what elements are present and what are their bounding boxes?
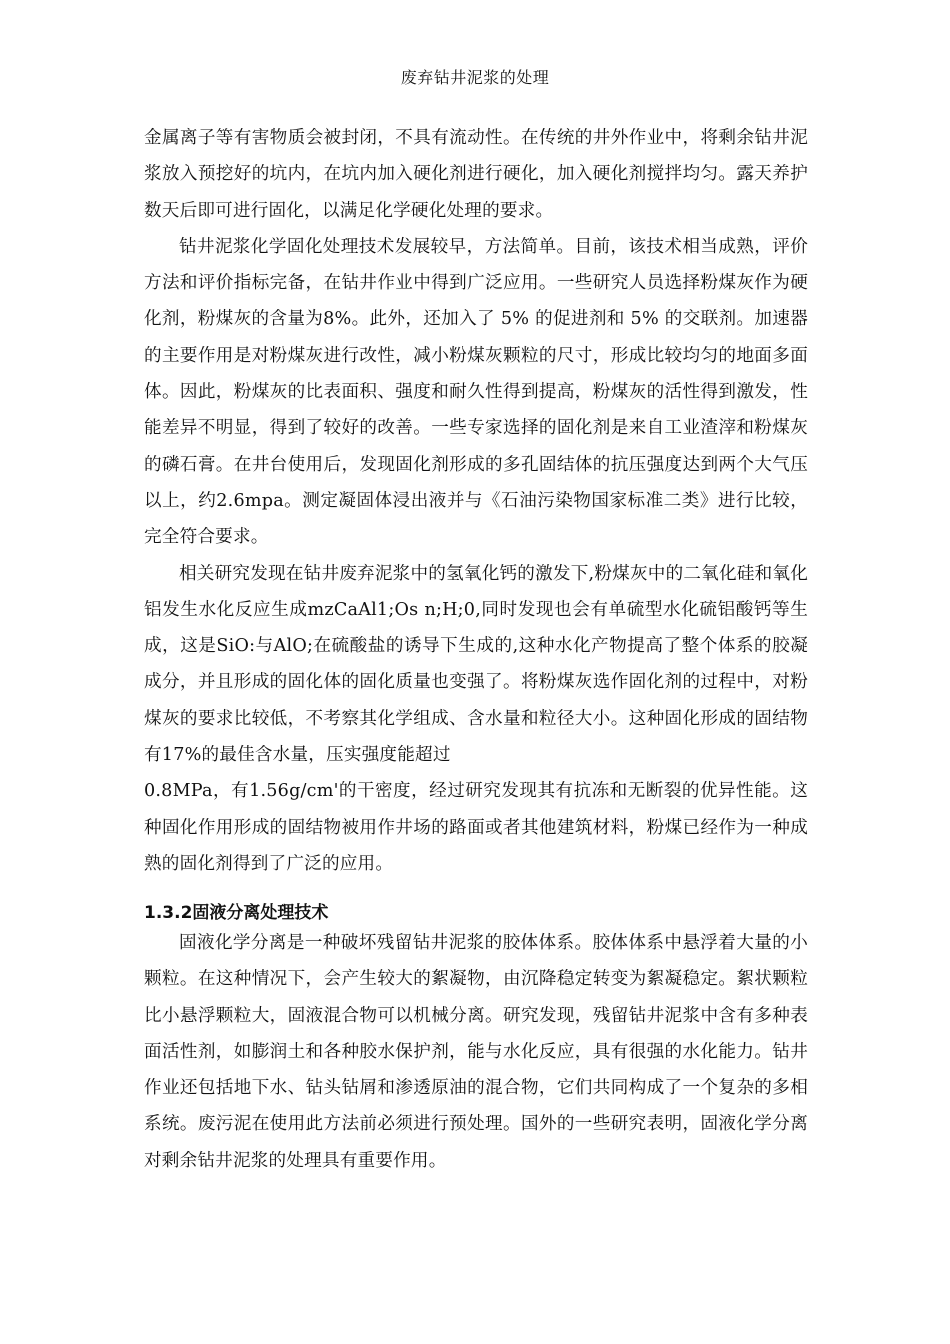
paragraph: 0.8MPa，有1.56g/cm'的干密度，经过研究发现其有抗冻和无断裂的优异性能。这种固化作用形成的固结物被用作井场的路面或者其他建筑材料，粉煤已经作为一种成熟的固化剂得到了广泛的应用。	[144, 781, 808, 874]
body-text-block	[144, 120, 808, 882]
paragraph: 固液化学分离是一种破坏残留钻井泥浆的胶体体系。胶体体系中悬浮着大量的小颗粒。在这种情况下，会产生较大的絮凝物，由沉降稳定转变为絮凝稳定。絮状颗粒比小悬浮颗粒大，固液混合物可以机械分离。研究发现，残留钻井泥浆中含有多种表面活性剂，如膨润土和各种胶水保护剂，能与水化反应，具有很强的水化能力。钻井作业还包括地下水、钻头钻屑和渗透原油的混合物，它们共同构成了一个复杂的多相系统。废污泥在使用此方法前必须进行预处理。国外的一些研究表明，固液化学分离对剩余钻井泥浆的处理具有重要作用。	[144, 933, 808, 1171]
body-text-block	[144, 925, 808, 1179]
paragraph: 金属离子等有害物质会被封闭，不具有流动性。在传统的井外作业中，将剩余钻井泥浆放入预挖好的坑内，在坑内加入硬化剂进行硬化，加入硬化剂搅拌均匀。露天养护数天后即可进行固化，以满足化学硬化处理的要求。	[144, 128, 808, 221]
paragraph: 相关研究发现在钻井废弃泥浆中的氢氧化钙的激发下,粉煤灰中的二氧化硅和氧化铝发生水化反应生成mzCaAl1;Os n;H;0,同时发现也会有单硫型水化硫铝酸钙等生成，这是SiO:与AlO;在硫酸盐的诱导下生成的,这种水化产物提高了整个体系的胶凝成分，并且形成的固化体的固化质量也变强了。将粉煤灰选作固化剂的过程中，对粉煤灰的要求比较低，不考察其化学组成、含水量和粒径大小。这种固化形成的固结物有17%的最佳含水量，压实强度能超过	[144, 563, 808, 766]
section-heading: 1.3.2固液分离处理技术	[144, 903, 329, 923]
paragraph: 钻井泥浆化学固化处理技术发展较早，方法简单。目前，该技术相当成熟，评价方法和评价指标完备，在钻井作业中得到广泛应用。一些研究人员选择粉煤灰作为硬化剂，粉煤灰的含量为8%。此外，还加入了 5% 的促进剂和 5% 的交联剂。加速器的主要作用是对粉煤灰进行改性，减小粉煤灰颗粒的尺寸，形成比较均匀的地面多面体。因此，粉煤灰的比表面积、强度和耐久性得到提高，粉煤灰的活性得到激发，性能差异不明显，得到了较好的改善。一些专家选择的固化剂是来自工业渣滓和粉煤灰的磷石膏。在井台使用后，发现固化剂形成的多孔固结体的抗压强度达到两个大气压以上，约2.6mpa。测定凝固体浸出液并与《石油污染物国家标准二类》进行比较，完全符合要求。	[144, 236, 808, 548]
page-header: 废弃钻井泥浆的处理	[400, 68, 550, 87]
